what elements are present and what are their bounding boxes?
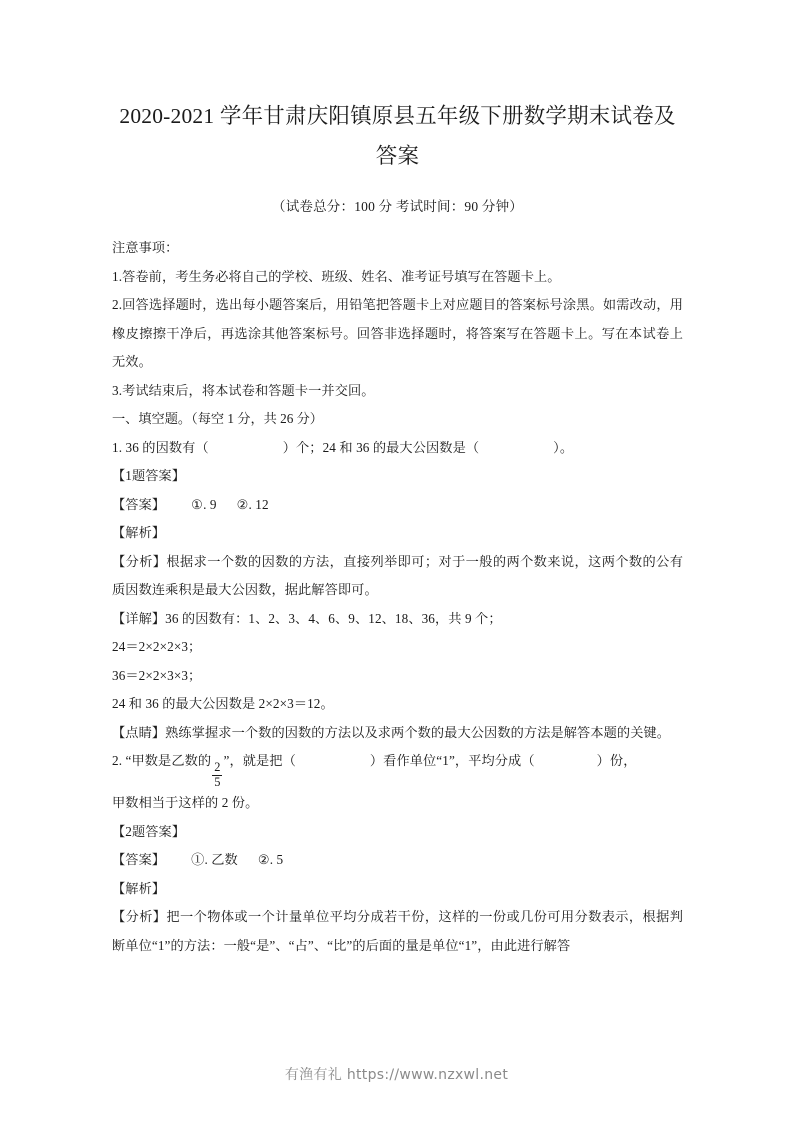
watermark-url: https://www.nzxwl.net: [346, 1067, 509, 1083]
question-2-stem: [112, 747, 683, 789]
question-2-answer-label: 【答案】: [112, 852, 166, 868]
question-2-number: 2.: [112, 753, 123, 768]
question-2-stem-line-2: 甲数相当于这样的 2 份。: [112, 795, 259, 811]
question-1-explain-label: 【解析】: [112, 525, 166, 540]
notes-item-1: 1.答卷前，考生务必将自己的学校、班级、姓名、准考证号填写在答题卡上。: [112, 268, 561, 284]
fraction-numerator: 2: [214, 760, 221, 775]
question-1-stem: [112, 434, 683, 463]
question-1-detail-line-1: 【详解】36 的因数有：1、2、3、4、6、9、12、18、36，共 9 个；: [112, 610, 502, 626]
question-2-text-c: ）看作单位“1”，平均分成（: [369, 753, 535, 768]
question-1-analysis: 【分析】根据求一个数的因数的方法，直接列举即可；对于一般的两个数来说，这两个数的公有质因数连乘积是最大公因数，据此解答即可。: [112, 553, 683, 597]
footer-watermark: [0, 1064, 793, 1084]
question-1-answer-label: 【答案】: [112, 496, 166, 512]
question-2-answer-2: ②. 5: [257, 852, 284, 868]
exam-subtitle: （试卷总分：100 分 考试时间：90 分钟）: [272, 199, 523, 214]
question-2-answer-row: [112, 846, 683, 875]
page-title: 2020-2021 学年甘肃庆阳镇原县五年级下册数学期末试卷及答案: [119, 104, 676, 168]
question-1-detail-line-2: 24＝2×2×2×3；: [112, 639, 202, 654]
question-1-number: 1.: [112, 439, 123, 455]
question-1-answer-2: ②. 12: [236, 496, 269, 512]
watermark-site-name: 有渔有礼: [284, 1067, 343, 1083]
question-2-analysis: 【分析】把一个物体或一个计量单位平均分成若干份，这样的一份或几份可用分数表示，根据判断单位“1”的方法：一般“是”、“占”、“比”的后面的量是单位“1”，由此进行解答: [112, 909, 683, 953]
section-heading-fill-in-blank: 一、填空题。（每空 1 分，共 26 分）: [112, 411, 323, 426]
question-1-tip: 【点睛】熟练掌握求一个数的因数的方法以及求两个数的最大公因数的方法是解答本题的关键。: [112, 724, 671, 740]
question-1-answer-1: ①. 9: [191, 496, 217, 512]
fraction-denominator: 5: [214, 774, 221, 789]
question-2-text-a: “甲数是乙数的: [125, 753, 212, 768]
question-2-text-d: ）份，: [596, 753, 637, 768]
question-1-answer-row: [112, 491, 683, 520]
question-1-text-c: ）。: [553, 439, 574, 455]
question-1-detail-line-4: 24 和 36 的最大公因数是 2×2×3＝12。: [112, 696, 334, 711]
notes-item-3: 3.考试结束后，将本试卷和答题卡一并交回。: [112, 382, 375, 398]
question-2-explain-label: 【解析】: [112, 880, 166, 896]
notes-item-2: 2.回答选择题时，选出每小题答案后，用铅笔把答题卡上对应题目的答案标号涂黑。如需改动，用橡皮擦擦干净后，再选涂其他答案标号。回答非选择题时，将答案写在答题卡上。写在本试卷上无效。: [112, 297, 683, 369]
question-1-text-a: 36 的因数有（: [125, 439, 209, 455]
question-1-text-b: ）个；24 和 36 的最大公因数是（: [282, 439, 480, 455]
fraction-two-fifths: [212, 761, 222, 789]
question-1-answer-header: 【1题答案】: [112, 468, 186, 483]
question-2-text-b: ”，就是把（: [223, 753, 296, 768]
question-2-answer-1: ①. 乙数: [191, 852, 238, 868]
question-1-detail-line-3: 36＝2×2×3×3；: [112, 667, 202, 683]
question-2-answer-header: 【2题答案】: [112, 823, 186, 839]
notes-heading: 注意事项：: [112, 240, 179, 255]
